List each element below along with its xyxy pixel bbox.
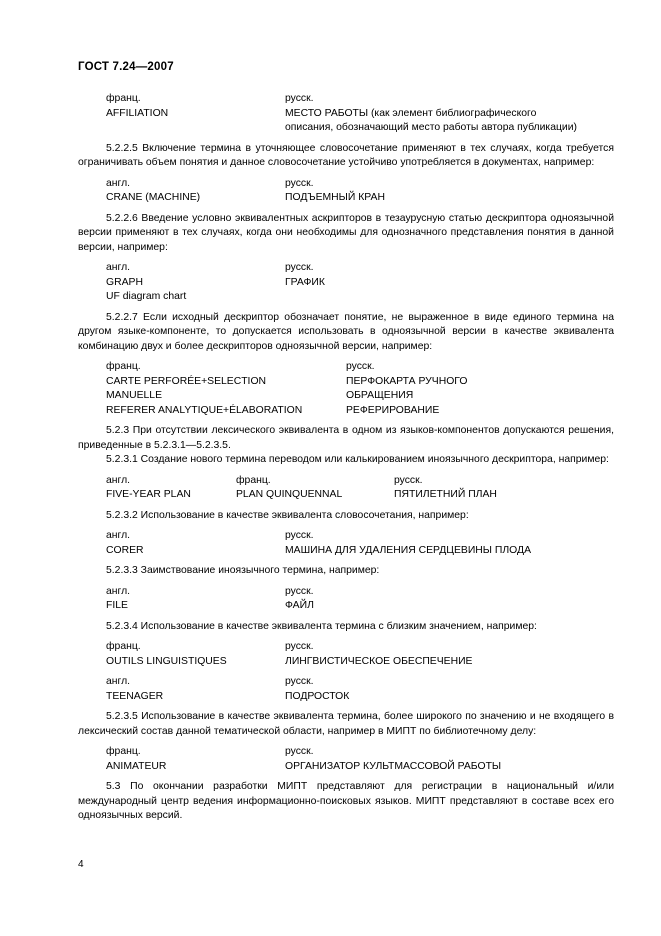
- lang-label: русск.: [285, 530, 314, 541]
- lang-label: англ.: [106, 530, 131, 541]
- lang-label: русск.: [394, 474, 423, 486]
- lang-label: франц.: [106, 746, 141, 757]
- example-carte: [106, 360, 614, 418]
- term: ПОДЪЕМНЫЙ КРАН: [285, 192, 385, 203]
- term: PLAN QUINQUENNAL: [236, 489, 343, 500]
- lang-label: русск.: [285, 177, 314, 189]
- paragraph-5-2-2-5: 5.2.2.5 Включение термина в уточняющее словосочетание применяют в тех случаях, когда требуется ограничивать объем понятия и данное словосочетание устойчиво употребляется в документах, например:: [78, 142, 614, 168]
- term: MANUELLE: [106, 390, 163, 401]
- lang-label: русск.: [285, 676, 314, 687]
- document-body: [78, 92, 614, 824]
- example-five-year: [106, 474, 614, 503]
- term: ГРАФИК: [285, 276, 325, 288]
- paragraph-5-3: 5.3 По окончании разработки МИПТ представляют для регистрации в национальный и/или международный центр ведения информационно-поисковых языков. МИПТ представляют в составе всех его одноязычных версий.: [78, 781, 614, 821]
- lang-label: русск.: [285, 641, 314, 652]
- example-teenager: [106, 675, 614, 704]
- lang-label: англ.: [106, 474, 131, 486]
- lang-label: англ.: [106, 676, 131, 687]
- lang-label: франц.: [106, 93, 141, 104]
- term: CRANE (MACHINE): [106, 192, 201, 203]
- paragraph-5-2-2-7: 5.2.2.7 Если исходный дескриптор обозначает понятие, не выраженное в виде единого термина на другом языке-компоненте, то допускается использовать в одноязычной версии в качестве эквивалента комбинацию двух и более дескрипторов одноязычной версии, например:: [78, 311, 614, 352]
- lang-label: англ.: [106, 177, 131, 189]
- term: ПЕРФОКАРТА РУЧНОГО: [346, 375, 468, 387]
- example-animateur: [106, 745, 614, 774]
- lang-label: франц.: [236, 474, 271, 486]
- term: FIVE-YEAR PLAN: [106, 489, 191, 500]
- term: МАШИНА ДЛЯ УДАЛЕНИЯ СЕРДЦЕВИНЫ ПЛОДА: [285, 544, 532, 556]
- term: ФАЙЛ: [285, 600, 314, 611]
- term: OUTILS LINGUISTIQUES: [106, 655, 227, 667]
- paragraph-5-2-3-4: 5.2.3.4 Использование в качестве эквивалента термина с близким значением, например:: [106, 620, 537, 632]
- paragraph-5-2-3: 5.2.3 При отсутствии лексического эквивалента в одном из языков-компонентов допускаются решения, приведенные в 5.2.3.1—5.2.3.5.: [78, 425, 614, 451]
- term: CARTE PERFORÉE+SELECTION: [106, 375, 267, 387]
- term: REFERER ANALYTIQUE+ÉLABORATION: [106, 404, 303, 416]
- lang-label: англ.: [106, 585, 131, 597]
- paragraph-5-2-3-5: 5.2.3.5 Использование в качестве эквивалента термина, более широкого по значению и не входящего в лексический состав данной тематической области, например в МИПТ по библиотечному делу:: [78, 711, 614, 737]
- paragraph-5-2-3-1: 5.2.3.1 Создание нового термина переводом или калькированием иноязычного дескриптора, например:: [106, 454, 609, 465]
- example-crane: [106, 177, 614, 206]
- term: описания, обозначающий место работы автора публикации): [285, 122, 577, 133]
- term: CORER: [106, 544, 144, 556]
- term: МЕСТО РАБОТЫ (как элемент библиографического: [285, 107, 537, 119]
- lang-label: русск.: [346, 361, 375, 372]
- lang-label: англ.: [106, 262, 131, 273]
- term: РЕФЕРИРОВАНИЕ: [346, 404, 440, 416]
- term: TEENAGER: [106, 690, 164, 702]
- term: ОБРАЩЕНИЯ: [346, 390, 414, 401]
- term: ОРГАНИЗАТОР КУЛЬТМАССОВОЙ РАБОТЫ: [285, 760, 502, 772]
- lang-label: русск.: [285, 746, 314, 757]
- term: ЛИНГВИСТИЧЕСКОЕ ОБЕСПЕЧЕНИЕ: [285, 655, 473, 667]
- lang-label: франц.: [106, 641, 141, 652]
- lang-label: русск.: [285, 585, 314, 597]
- lang-label: русск.: [285, 262, 314, 273]
- example-corer: [106, 529, 614, 558]
- term: GRAPH: [106, 276, 143, 288]
- uf-note: UF diagram chart: [106, 291, 187, 302]
- term: ПЯТИЛЕТНИЙ ПЛАН: [394, 489, 497, 500]
- term: FILE: [106, 600, 128, 611]
- example-file: [106, 585, 614, 614]
- page-header: ГОСТ 7.24—2007: [78, 61, 174, 73]
- paragraph-5-2-2-6: 5.2.2.6 Введение условно эквивалентных аскрипторов в тезаурусную статью дескриптора одноязычной версии применяют в тех случаях, когда они необходимы для однозначного представления понятия в данной версии, например:: [78, 212, 614, 253]
- term: AFFILIATION: [106, 107, 169, 119]
- example-affiliation: [106, 92, 614, 136]
- lang-label: франц.: [106, 361, 141, 372]
- example-graph: [106, 261, 614, 305]
- paragraph-5-2-3-3: 5.2.3.3 Заимствование иноязычного термина, например:: [106, 565, 380, 576]
- term: ANIMATEUR: [106, 760, 167, 772]
- term: ПОДРОСТОК: [285, 690, 350, 702]
- paragraph-5-2-3-2: 5.2.3.2 Использование в качестве эквивалента словосочетания, например:: [106, 509, 469, 521]
- example-outils: [106, 640, 614, 669]
- page-number: 4: [78, 859, 84, 870]
- lang-label: русск.: [285, 93, 314, 104]
